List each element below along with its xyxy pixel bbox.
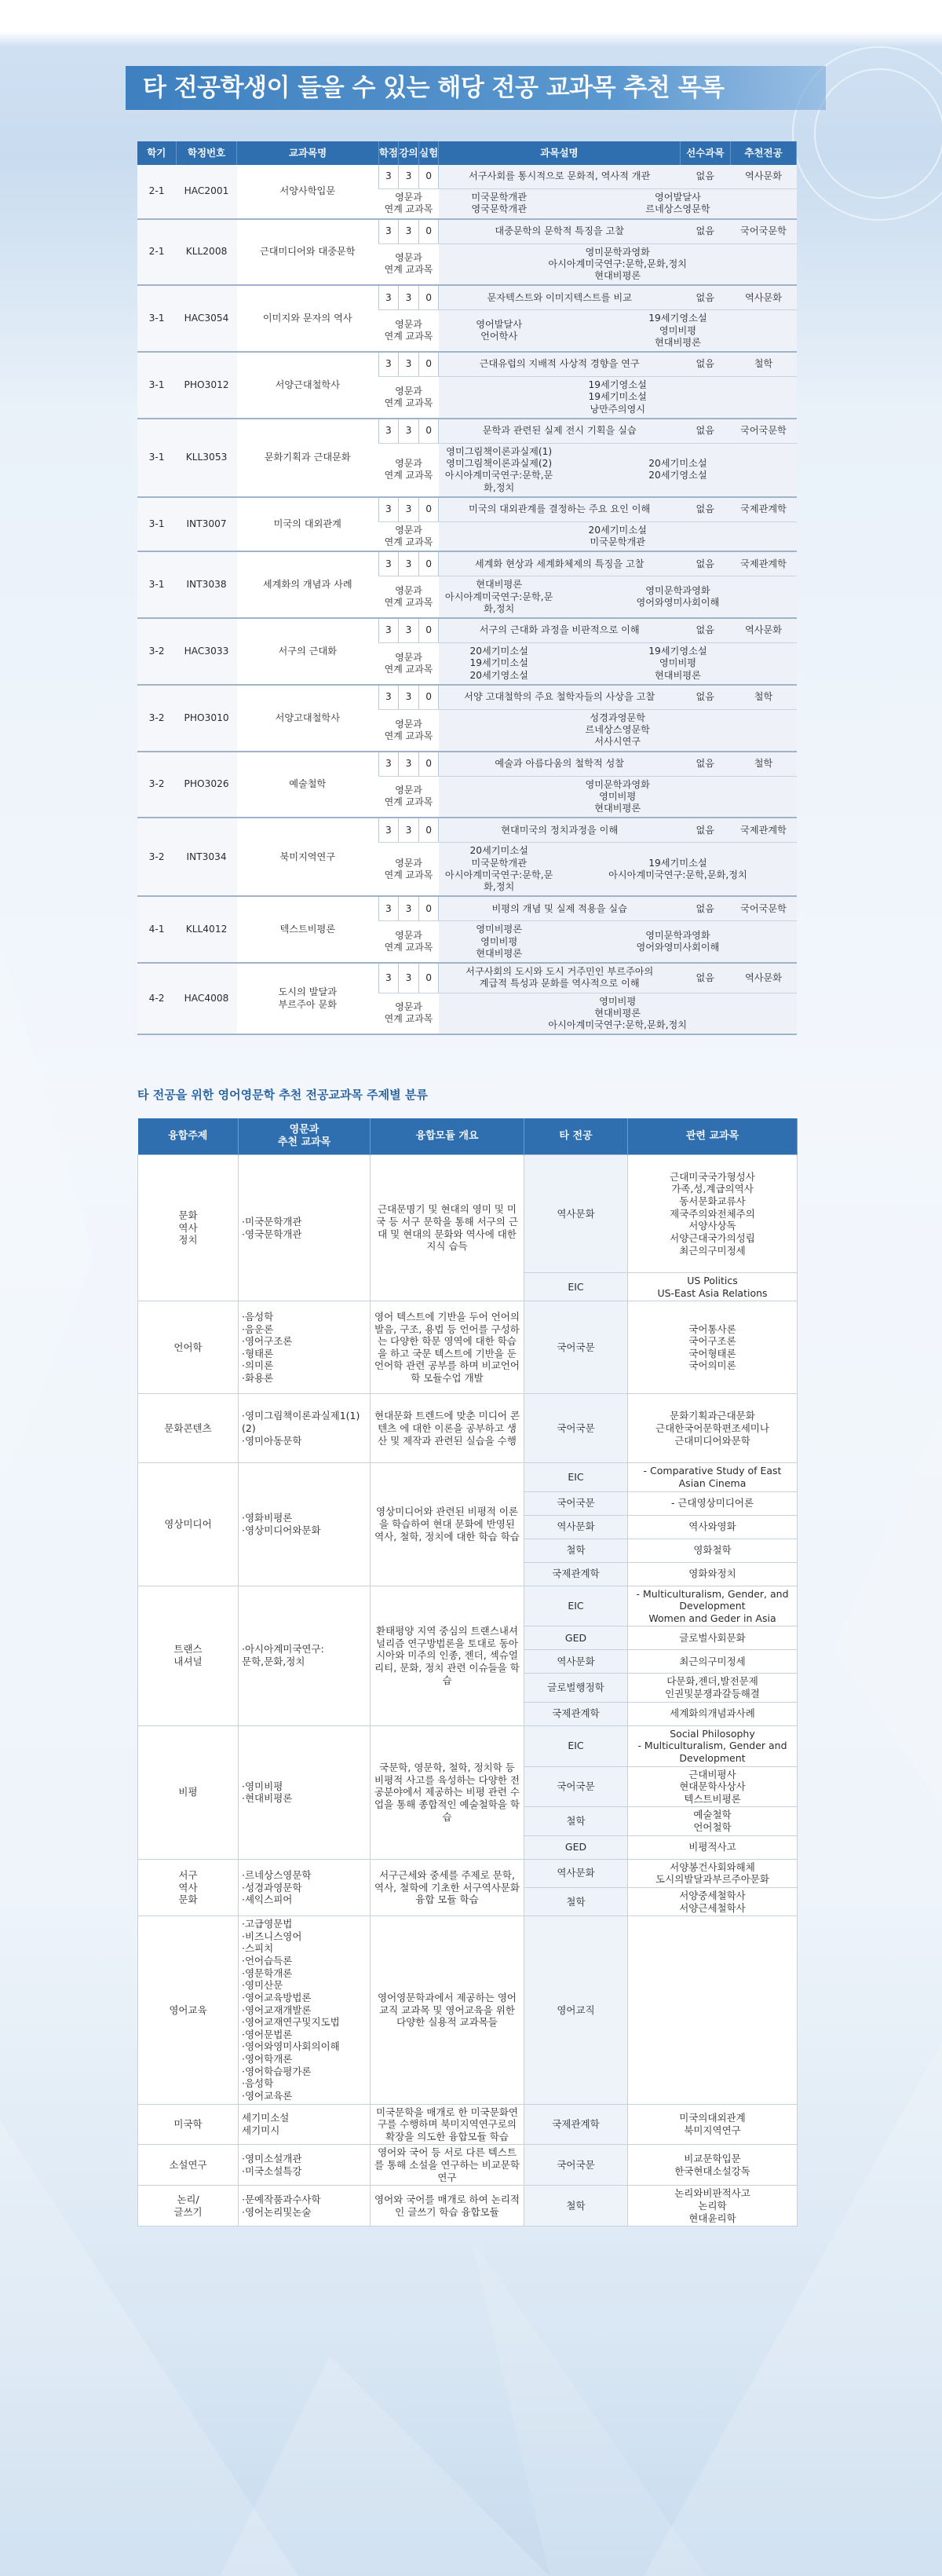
table-row (138, 1301, 798, 1394)
header-major: 추천전공 (731, 141, 797, 165)
eng-courses-cell: ·고급영문법 ·비즈니스영어 ·스피치 ·언어습득론 ·영문학개론 ·영미산문 ·영어교육방법론 ·영어교재개발론 ·영어교재연구및지도법 ·영어문법론 ·영어와영미사회의이해 ·영어학개론 ·영어학습평가론 ·음성학 ·영어교육론 (239, 1916, 371, 2104)
related-courses-cell: 예술철학 언어철학 (628, 1807, 798, 1835)
prereq-cell: 없음 (680, 963, 730, 993)
major-cell: 국제관계학 (731, 818, 797, 843)
table-row (137, 497, 797, 522)
eng-courses-cell: ·르네상스영문학 ·성경과영문학 ·셰익스피어 (239, 1859, 371, 1916)
topic-classification-table (137, 1118, 798, 2227)
description-cell: 문학과 관련된 실제 전시 기획을 실습 (439, 419, 680, 444)
prereq-cell: 없음 (680, 165, 730, 189)
linked-courses-a: 20세기미소설 미국문학개관 아시아계미국연구:문학,문화,정치 (439, 843, 560, 897)
semester-cell: 2-1 (137, 219, 176, 286)
course-name-cell: 서구의 근대화 (237, 618, 378, 685)
header-description: 과목설명 (439, 141, 680, 165)
lab-cell: 0 (418, 896, 439, 921)
eng-courses-cell: ·영미비평 ·현대비평론 (239, 1725, 371, 1859)
related-courses-cell: 영화와정치 (628, 1562, 798, 1586)
other-major-cell: 국제관계학 (524, 1562, 628, 1586)
linked-label-cell: 영문과 연계 교과목 (378, 443, 439, 497)
table-row (137, 896, 797, 921)
major-cell: 국제관계학 (731, 497, 797, 522)
lab-cell: 0 (418, 352, 439, 377)
recommended-course-table (137, 141, 797, 1035)
description-cell: 비평의 개념 및 실제 적용을 실습 (439, 896, 680, 921)
course-name-cell: 미국의 대외관계 (237, 497, 378, 552)
eng-courses-cell: 세기미소설 세기미시 (239, 2104, 371, 2145)
major-cell: 철학 (731, 752, 797, 777)
lab-cell: 0 (418, 219, 439, 244)
eng-courses-cell: ·영화비평론 ·영상미디어와문화 (239, 1463, 371, 1586)
code-cell: HAC2001 (176, 165, 237, 219)
table-header-row (137, 141, 797, 165)
related-courses-cell: 서양봉건사회와해체 도시의발달과부르주아문화 (628, 1859, 798, 1887)
module-summary-cell: 영어와 국어 등 서로 다른 텍스트를 통해 소설을 연구하는 비교문학 연구 (371, 2145, 524, 2186)
linked-label-cell: 영문과 연계 교과목 (378, 377, 439, 419)
prereq-cell: 없음 (680, 419, 730, 444)
header-lecture: 강의 (399, 141, 419, 165)
prereq-cell: 없음 (680, 352, 730, 377)
table-row (137, 219, 797, 244)
course-name-cell: 서양근대철학사 (237, 352, 378, 419)
related-courses-cell: - Comparative Study of East Asian Cinema (628, 1463, 798, 1491)
other-major-cell: EIC (524, 1463, 628, 1491)
lecture-cell: 3 (399, 896, 419, 921)
header-lab: 실험 (418, 141, 439, 165)
description-cell: 문자텍스트와 이미지텍스트를 비교 (439, 285, 680, 310)
code-cell: KLL2008 (176, 219, 237, 286)
lab-cell: 0 (418, 752, 439, 777)
other-major-cell: 역사문화 (524, 1155, 628, 1273)
description-cell: 서구의 근대화 과정을 비판적으로 이해 (439, 618, 680, 643)
table-row (138, 2145, 798, 2186)
header-code: 학정번호 (176, 141, 237, 165)
page-title: 타 전공학생이 들을 수 있는 해당 전공 교과목 추천 목록 (126, 66, 826, 110)
credit-cell: 3 (378, 219, 399, 244)
eng-courses-cell: ·영미소설개관 ·미국소설특강 (239, 2145, 371, 2186)
eng-courses-cell: ·문예작품과수사학 ·영어논리및논술 (239, 2186, 371, 2227)
related-courses-cell: 세계화의개념과사례 (628, 1702, 798, 1725)
linked-label-cell: 영문과 연계 교과목 (378, 993, 439, 1034)
topic-cell: 논리/ 글쓰기 (138, 2186, 239, 2227)
semester-cell: 3-1 (137, 419, 176, 497)
module-summary-cell: 근대문명기 및 현대의 영미 및 미국 등 서구 문학을 통해 서구의 근대 및 현대의 문화와 역사에 대한 지식 습득 (371, 1155, 524, 1301)
module-summary-cell: 미국문학을 매개로 한 미국문화연구를 수행하며 북미지역연구로의 확장을 의도한 융합모듈 학습 (371, 2104, 524, 2145)
related-courses-cell: US Politics US-East Asia Relations (628, 1273, 798, 1301)
semester-cell: 3-2 (137, 752, 176, 818)
linked-courses-b: 영미문학과영화 영어와영미사회이해 (559, 921, 796, 963)
linked-courses-b: 20세기미소설 20세기영소설 (559, 443, 796, 497)
linked-courses-a: 20세기미소설 미국문학개관 (439, 521, 797, 551)
lecture-cell: 3 (399, 752, 419, 777)
semester-cell: 3-2 (137, 818, 176, 896)
course-name-cell: 예술철학 (237, 752, 378, 818)
table-row (137, 685, 797, 710)
module-summary-cell: 환태평양 지역 중심의 트랜스내셔널리즘 연구방법론을 토대로 동아시아와 미주의 인종, 젠더, 섹슈얼리티, 문화, 정치 관련 이슈들을 학습 (371, 1586, 524, 1725)
related-courses-cell: 국어통사론 국어구조론 국어형태론 국어의미론 (628, 1301, 798, 1394)
major-cell: 역사문화 (731, 165, 797, 189)
other-major-cell: EIC (524, 1273, 628, 1301)
related-courses-cell: 영화철학 (628, 1539, 798, 1562)
other-major-cell: 국어국문 (524, 1301, 628, 1394)
description-cell: 세계화 현상과 세계화체제의 특징을 고찰 (439, 551, 680, 576)
major-cell: 국제관계학 (731, 551, 797, 576)
lecture-cell: 3 (399, 818, 419, 843)
lab-cell: 0 (418, 618, 439, 643)
lecture-cell: 3 (399, 419, 419, 444)
prereq-cell: 없음 (680, 219, 730, 244)
linked-courses-a: 영미비평론 영미비평 현대비평론 (439, 921, 560, 963)
table-row (138, 1859, 798, 1887)
major-cell: 국어국문학 (731, 419, 797, 444)
other-major-cell: 영어교직 (524, 1916, 628, 2104)
other-major-cell: 철학 (524, 1887, 628, 1916)
linked-label-cell: 영문과 연계 교과목 (378, 243, 439, 285)
related-courses-cell: 논리와비판적사고 논리학 현대윤리학 (628, 2186, 798, 2227)
description-cell: 미국의 대외관계를 결정하는 주요 요인 이해 (439, 497, 680, 522)
table-row (138, 1586, 798, 1626)
code-cell: HAC4008 (176, 963, 237, 1034)
semester-cell: 3-1 (137, 352, 176, 419)
other-major-cell: 철학 (524, 1539, 628, 1562)
lab-cell: 0 (418, 818, 439, 843)
other-major-cell: EIC (524, 1586, 628, 1626)
table-row (137, 285, 797, 310)
credit-cell: 3 (378, 551, 399, 576)
table-row (138, 1155, 798, 1273)
eng-courses-cell: ·미국문학개관 ·영국문학개관 (239, 1155, 371, 1301)
other-major-cell: 국제관계학 (524, 2104, 628, 2145)
semester-cell: 4-2 (137, 963, 176, 1034)
related-courses-cell: 비평적사고 (628, 1835, 798, 1859)
linked-label-cell: 영문과 연계 교과목 (378, 921, 439, 963)
other-major-cell: 역사문화 (524, 1650, 628, 1674)
credit-cell: 3 (378, 685, 399, 710)
course-name-cell: 서양사학입문 (237, 165, 378, 219)
credit-cell: 3 (378, 165, 399, 189)
prereq-cell: 없음 (680, 685, 730, 710)
linked-courses-a: 19세기영소설 19세기미소설 낭만주의영시 (439, 377, 797, 419)
table-header-row (138, 1118, 798, 1155)
related-courses-cell: 서양중세철학사 서양근세철학사 (628, 1887, 798, 1916)
table-row (137, 618, 797, 643)
related-courses-cell: 다문화,젠더,발전문제 인권및분쟁과갈등해결 (628, 1674, 798, 1702)
major-cell: 철학 (731, 352, 797, 377)
code-cell: KLL3053 (176, 419, 237, 497)
credit-cell: 3 (378, 497, 399, 522)
topic-cell: 트랜스 내셔널 (138, 1586, 239, 1725)
header-other-major: 타 전공 (524, 1118, 628, 1155)
credit-cell: 3 (378, 752, 399, 777)
lecture-cell: 3 (399, 219, 419, 244)
lab-cell: 0 (418, 285, 439, 310)
linked-label-cell: 영문과 연계 교과목 (378, 521, 439, 551)
other-major-cell: EIC (524, 1725, 628, 1766)
related-courses-cell: - Multiculturalism, Gender, and Development Women and Geder in Asia (628, 1586, 798, 1626)
prereq-cell: 없음 (680, 896, 730, 921)
course-name-cell: 근대미디어와 대중문학 (237, 219, 378, 286)
related-courses-cell (628, 1916, 798, 2104)
header-module-summary: 융합모듈 개요 (371, 1118, 524, 1155)
table-row (137, 963, 797, 993)
code-cell: INT3034 (176, 818, 237, 896)
linked-courses-a: 성경과영문학 르네상스영문학 서사시연구 (439, 709, 797, 751)
code-cell: PHO3010 (176, 685, 237, 752)
linked-label-cell: 영문과 연계 교과목 (378, 776, 439, 818)
module-summary-cell: 현대문화 트렌드에 맞춘 미디어 콘텐츠 에 대한 이론을 공부하고 생산 및 제작과 관련된 실습을 수행 (371, 1394, 524, 1463)
description-cell: 근대유럽의 지배적 사상적 경향을 연구 (439, 352, 680, 377)
major-cell: 역사문화 (731, 285, 797, 310)
header-course-name: 교과목명 (237, 141, 378, 165)
semester-cell: 3-1 (137, 497, 176, 552)
lecture-cell: 3 (399, 497, 419, 522)
related-courses-cell: 근대비평사 현대문학사상사 텍스트비평론 (628, 1766, 798, 1807)
table-row (138, 1916, 798, 2104)
lecture-cell: 3 (399, 685, 419, 710)
header-prereq: 선수과목 (680, 141, 730, 165)
linked-label-cell: 영문과 연계 교과목 (378, 310, 439, 352)
prereq-cell: 없음 (680, 497, 730, 522)
module-summary-cell: 국문학, 영문학, 철학, 정치학 등 비평적 사고를 육성하는 다양한 전공분야에서 제공하는 비평 관련 수업을 통해 종합적인 예술철학을 학습 (371, 1725, 524, 1859)
other-major-cell: 글로벌행정학 (524, 1674, 628, 1702)
linked-label-cell: 영문과 연계 교과목 (378, 709, 439, 751)
other-major-cell: 역사문화 (524, 1859, 628, 1887)
course-name-cell: 도시의 발달과 부르주아 문화 (237, 963, 378, 1034)
description-cell: 서구사회의 도시와 도시 거주민인 부르주아의 계급적 특성과 문화를 역사적으로 이해 (439, 963, 680, 993)
section-title: 타 전공을 위한 영어영문학 추천 전공교과목 주제별 분류 (137, 1088, 428, 1102)
related-courses-cell: 역사와영화 (628, 1515, 798, 1539)
lecture-cell: 3 (399, 285, 419, 310)
other-major-cell: 철학 (524, 1807, 628, 1835)
topic-cell: 문화 역사 정치 (138, 1155, 239, 1301)
lecture-cell: 3 (399, 352, 419, 377)
credit-cell: 3 (378, 285, 399, 310)
linked-courses-a: 미국문학개관 영국문학개관 (439, 189, 560, 219)
lecture-cell: 3 (399, 551, 419, 576)
semester-cell: 3-2 (137, 685, 176, 752)
other-major-cell: 국어국문 (524, 1394, 628, 1463)
other-major-cell: 철학 (524, 2186, 628, 2227)
other-major-cell: 국제관계학 (524, 1702, 628, 1725)
related-courses-cell: - 근대영상미디어론 (628, 1491, 798, 1515)
lecture-cell: 3 (399, 618, 419, 643)
table-row (137, 752, 797, 777)
other-major-cell: 역사문화 (524, 1515, 628, 1539)
header-related-courses: 관련 교과목 (628, 1118, 798, 1155)
credit-cell: 3 (378, 963, 399, 993)
module-summary-cell: 영어영문학과에서 제공하는 영어교직 교과목 및 영어교육을 위한 다양한 실용적 교과목들 (371, 1916, 524, 2104)
linked-courses-a: 영미문학과영화 영미비평 현대비평론 (439, 776, 797, 818)
lab-cell: 0 (418, 419, 439, 444)
linked-label-cell: 영문과 연계 교과목 (378, 189, 439, 219)
prereq-cell: 없음 (680, 618, 730, 643)
table-row (137, 551, 797, 576)
linked-courses-a: 현대비평론 아시아계미국연구:문학,문화,정치 (439, 576, 560, 618)
table-row (137, 818, 797, 843)
topic-cell: 언어학 (138, 1301, 239, 1394)
major-cell: 역사문화 (731, 963, 797, 993)
course-name-cell: 세계화의 개념과 사례 (237, 551, 378, 618)
topic-cell: 소설연구 (138, 2145, 239, 2186)
lab-cell: 0 (418, 551, 439, 576)
related-courses-cell: 미국의대외관계 북미지역연구 (628, 2104, 798, 2145)
lab-cell: 0 (418, 497, 439, 522)
table-row (138, 1725, 798, 1766)
module-summary-cell: 서구근세와 중세를 주제로 문학, 역사, 철학에 기초한 서구역사문화 융합 모듈 학습 (371, 1859, 524, 1916)
linked-courses-b: 19세기미소설 아시아계미국연구:문학,문화,정치 (559, 843, 796, 897)
code-cell: PHO3012 (176, 352, 237, 419)
description-cell: 대중문학의 문학적 특징을 고찰 (439, 219, 680, 244)
related-courses-cell: 근대미국국가형성사 가족,성,계급의역사 동서문화교류사 제국주의와전체주의 서양사상독 서양근대국가의성립 최근의구미정세 (628, 1155, 798, 1273)
code-cell: INT3038 (176, 551, 237, 618)
semester-cell: 2-1 (137, 165, 176, 219)
linked-courses-a: 영미그림책이론과실제(1) 영미그림책이론과실제(2) 아시아계미국연구:문학,문화,정치 (439, 443, 560, 497)
description-cell: 예술과 아름다움의 철학적 성찰 (439, 752, 680, 777)
topic-cell: 영어교육 (138, 1916, 239, 2104)
linked-courses-b: 19세기영소설 영미비평 현대비평론 (559, 643, 796, 685)
topic-cell: 문화콘텐츠 (138, 1394, 239, 1463)
linked-courses-b: 19세기영소설 영미비평 현대비평론 (559, 310, 796, 352)
code-cell: PHO3026 (176, 752, 237, 818)
table-row (138, 1394, 798, 1463)
semester-cell: 3-2 (137, 618, 176, 685)
header-topic: 융합주제 (138, 1118, 239, 1155)
major-cell: 역사문화 (731, 618, 797, 643)
semester-cell: 3-1 (137, 285, 176, 352)
linked-courses-a: 영미비평 현대비평론 아시아계미국연구:문학,문화,정치 (439, 993, 797, 1034)
credit-cell: 3 (378, 618, 399, 643)
code-cell: HAC3033 (176, 618, 237, 685)
prereq-cell: 없음 (680, 818, 730, 843)
module-summary-cell: 영상미디어와 관련된 비평적 이론을 학습하여 현대 문화에 반영된 역사, 철학, 정치에 대한 학습 학습 (371, 1463, 524, 1586)
linked-label-cell: 영문과 연계 교과목 (378, 576, 439, 618)
lab-cell: 0 (418, 165, 439, 189)
table-row (138, 1463, 798, 1491)
module-summary-cell: 영어와 국어를 매개로 하여 논리적인 글쓰기 학습 융합모듈 (371, 2186, 524, 2227)
other-major-cell: 국어국문 (524, 1766, 628, 1807)
other-major-cell: GED (524, 1626, 628, 1650)
related-courses-cell: 글로벌사회문화 (628, 1626, 798, 1650)
related-courses-cell: 비교문학입문 한국현대소설강독 (628, 2145, 798, 2186)
other-major-cell: 국어국문 (524, 2145, 628, 2186)
linked-label-cell: 영문과 연계 교과목 (378, 643, 439, 685)
linked-courses-a: 영어발달사 언어학사 (439, 310, 560, 352)
topic-cell: 서구 역사 문화 (138, 1859, 239, 1916)
table-row (138, 2104, 798, 2145)
major-cell: 국어국문학 (731, 896, 797, 921)
table-row (137, 352, 797, 377)
table-row (138, 2186, 798, 2227)
other-major-cell: GED (524, 1835, 628, 1859)
lab-cell: 0 (418, 685, 439, 710)
header-semester: 학기 (137, 141, 176, 165)
header-eng-courses: 영문과 추천 교과목 (239, 1118, 371, 1155)
course-name-cell: 북미지역연구 (237, 818, 378, 896)
credit-cell: 3 (378, 896, 399, 921)
table-row (137, 165, 797, 189)
linked-label-cell: 영문과 연계 교과목 (378, 843, 439, 897)
credit-cell: 3 (378, 352, 399, 377)
description-cell: 서양 고대철학의 주요 철학자들의 사상을 고찰 (439, 685, 680, 710)
linked-courses-b: 영미문학과영화 영어와영미사회이해 (559, 576, 796, 618)
prereq-cell: 없음 (680, 752, 730, 777)
lecture-cell: 3 (399, 963, 419, 993)
topic-cell: 영상미디어 (138, 1463, 239, 1586)
related-courses-cell: 최근의구미정세 (628, 1650, 798, 1674)
semester-cell: 4-1 (137, 896, 176, 963)
header-credit: 학점 (378, 141, 399, 165)
description-cell: 서구사회를 통시적으로 문화적, 역사적 개관 (439, 165, 680, 189)
topic-cell: 미국학 (138, 2104, 239, 2145)
linked-courses-a: 영미문학과영화 아시아계미국연구:문학,문화,정치 현대비평론 (439, 243, 797, 285)
other-major-cell: 국어국문 (524, 1491, 628, 1515)
eng-courses-cell: ·음성학 ·음운론 ·영어구조론 ·형태론 ·의미론 ·화용론 (239, 1301, 371, 1394)
linked-courses-a: 20세기미소설 19세기미소설 20세기영소설 (439, 643, 560, 685)
course-name-cell: 문화기획과 근대문화 (237, 419, 378, 497)
code-cell: INT3007 (176, 497, 237, 552)
semester-cell: 3-1 (137, 551, 176, 618)
course-name-cell: 서양고대철학사 (237, 685, 378, 752)
lab-cell: 0 (418, 963, 439, 993)
topic-cell: 비평 (138, 1725, 239, 1859)
credit-cell: 3 (378, 818, 399, 843)
lecture-cell: 3 (399, 165, 419, 189)
related-courses-cell: Social Philosophy - Multiculturalism, Gender and Development (628, 1725, 798, 1766)
table-row (137, 419, 797, 444)
module-summary-cell: 영어 텍스트에 기반을 두어 언어의 발음, 구조, 용법 등 언어를 구성하는 다양한 학문 영역에 대한 학습을 하고 국문 텍스트에 기반을 둔 언어학 관련 공부를 하며 비교언어학 모듈수업 개발 (371, 1301, 524, 1394)
prereq-cell: 없음 (680, 285, 730, 310)
code-cell: KLL4012 (176, 896, 237, 963)
eng-courses-cell: ·영미그림책이론과실제1(1)(2) ·영미아동문학 (239, 1394, 371, 1463)
course-name-cell: 이미지와 문자의 역사 (237, 285, 378, 352)
major-cell: 철학 (731, 685, 797, 710)
code-cell: HAC3054 (176, 285, 237, 352)
linked-courses-b: 영어발달사 르네상스영문학 (559, 189, 796, 219)
eng-courses-cell: ·아시아계미국연구: 문학,문화,정치 (239, 1586, 371, 1725)
description-cell: 현대미국의 정치과정을 이해 (439, 818, 680, 843)
major-cell: 국어국문학 (731, 219, 797, 244)
prereq-cell: 없음 (680, 551, 730, 576)
related-courses-cell: 문화기획과근대문화 근대한국어문학편조세미나 근대미디어와문학 (628, 1394, 798, 1463)
course-name-cell: 텍스트비평론 (237, 896, 378, 963)
credit-cell: 3 (378, 419, 399, 444)
